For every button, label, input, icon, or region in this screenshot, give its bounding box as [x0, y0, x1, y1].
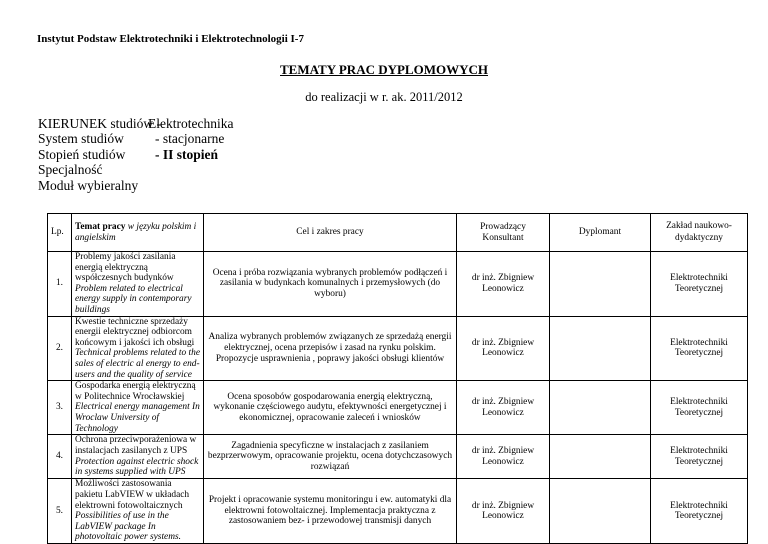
row-diploma: [550, 435, 651, 479]
row-lp: 4.: [48, 435, 72, 479]
row-goal: Analiza wybranych problemów związanych ze sprzedażą energii elektrycznej, ocena przepisów i zasad na rynku polskim. Propozycje usprawnienia , poprawy jakości obsługi klientów: [204, 316, 457, 381]
study-level-row: [38, 147, 233, 162]
topics-table: [47, 213, 748, 544]
topic-en: Protection against electric shock in systems supplied with UPS: [75, 456, 199, 478]
topic-pl: Ochrona przeciwporażeniowa w instalacjach zasilanych z UPS: [75, 435, 197, 456]
row-department: Elektrotechniki Teoretycznej: [651, 316, 748, 381]
meta-value: - II stopień: [155, 146, 219, 162]
meta-label: System studiów: [38, 131, 124, 147]
row-goal: Zagadnienia specyficzne w instalacjach z zasilaniem bezprzerwowym, opracowanie projektu, ocena dotychczasowych rozwiązań: [204, 435, 457, 479]
topic-pl: Gospodarka energią elektryczną w Politechnice Wrocławskiej: [75, 381, 196, 402]
topic-pl: Problemy jakości zasilania energią elektryczną współczesnych budynków: [75, 252, 176, 284]
header-topic-italic: w języku polskim i angielskim: [75, 221, 197, 243]
row-diploma: [550, 252, 651, 317]
row-supervisor: dr inż. Zbigniew Leonowicz: [457, 435, 550, 479]
table-row: [48, 381, 748, 435]
meta-value: - stacjonarne: [155, 131, 225, 147]
row-diploma: [550, 479, 651, 544]
header-goal: Cel i zakres pracy: [204, 214, 457, 252]
topic-en: Possibilities of use in the LabVIEW package In photovoltaic power systems.: [75, 511, 181, 543]
row-supervisor: dr inż. Zbigniew Leonowicz: [457, 381, 550, 435]
row-department: Elektrotechniki Teoretycznej: [651, 252, 748, 317]
row-supervisor: dr inż. Zbigniew Leonowicz: [457, 479, 550, 544]
table-row: [48, 435, 748, 479]
institute-name: Instytut Podstaw Elektrotechniki i Elektrotechnologii I-7: [37, 33, 304, 45]
row-topic: [72, 252, 204, 317]
meta-label: Specjalność: [38, 162, 103, 178]
table-row: [48, 252, 748, 317]
table-header-row: [48, 214, 748, 252]
meta-label: KIERUNEK studiów -: [38, 116, 161, 131]
topic-en: Problem related to electrical energy supply in contemporary buildings: [75, 283, 192, 315]
row-topic: [72, 381, 204, 435]
row-lp: 2.: [48, 316, 72, 381]
row-topic: [72, 479, 204, 544]
header-supervisor: Prowadzący Konsultant: [457, 214, 550, 252]
study-field-row: [38, 116, 233, 131]
meta-label: Moduł wybieralny: [38, 177, 139, 193]
row-department: Elektrotechniki Teoretycznej: [651, 381, 748, 435]
meta-value: Elektrotechnika: [148, 116, 234, 131]
topic-en: Electrical energy management In Wroclaw University of Technology: [75, 402, 200, 434]
row-topic: [72, 435, 204, 479]
document-title: TEMATY PRAC DYPLOMOWYCH: [280, 62, 488, 77]
row-topic: [72, 316, 204, 381]
row-lp: 5.: [48, 479, 72, 544]
row-supervisor: dr inż. Zbigniew Leonowicz: [457, 252, 550, 317]
topic-pl: Możliwości zastosowania pakietu LabVIEW w układach elektrowni fotowoltaicznych: [75, 479, 190, 511]
table-row: [48, 479, 748, 544]
row-lp: 3.: [48, 381, 72, 435]
row-goal: Ocena sposobów gospodarowania energią elektryczną, wykonanie częściowego audytu, efektywności energetycznej i ekonomicznej, opracowanie zaleceń i wniosków: [204, 381, 457, 435]
row-department: Elektrotechniki Teoretycznej: [651, 479, 748, 544]
row-lp: 1.: [48, 252, 72, 317]
topic-pl: Kwestie techniczne sprzedaży energii elektrycznej odbiorcom końcowym i jakości ich obsługi: [75, 316, 195, 348]
study-system-row: [38, 131, 233, 146]
header-diploma: Dyplomant: [550, 214, 651, 252]
row-supervisor: dr inż. Zbigniew Leonowicz: [457, 316, 550, 381]
row-diploma: [550, 316, 651, 381]
row-goal: Ocena i próba rozwiązania wybranych problemów podłączeń i zasilania w budynkach komunalnych i przemysłowych (do wyboru): [204, 252, 457, 317]
header-lp: Lp.: [48, 214, 72, 252]
specialty-row: [38, 162, 233, 177]
topic-en: Technical problems related to the sales of electric al energy to end-users and the quality of service: [75, 348, 200, 380]
header-department: Zakład naukowo-dydaktyczny: [651, 214, 748, 252]
row-department: Elektrotechniki Teoretycznej: [651, 435, 748, 479]
row-diploma: [550, 381, 651, 435]
table-row: [48, 316, 748, 381]
module-row: [38, 178, 233, 193]
document-subtitle: do realizacji w r. ak. 2011/2012: [305, 90, 463, 104]
header-topic-bold: Temat pracy: [75, 221, 126, 232]
study-info: [38, 116, 233, 193]
meta-label: Stopień studiów: [38, 146, 126, 162]
header-topic: [72, 214, 204, 252]
row-goal: Projekt i opracowanie systemu monitoringu i ew. automatyki dla elektrowni fotowoltaicznej. Implementacja praktyczna z zastosowaniem bez- i przewodowej transmisji danych: [204, 479, 457, 544]
